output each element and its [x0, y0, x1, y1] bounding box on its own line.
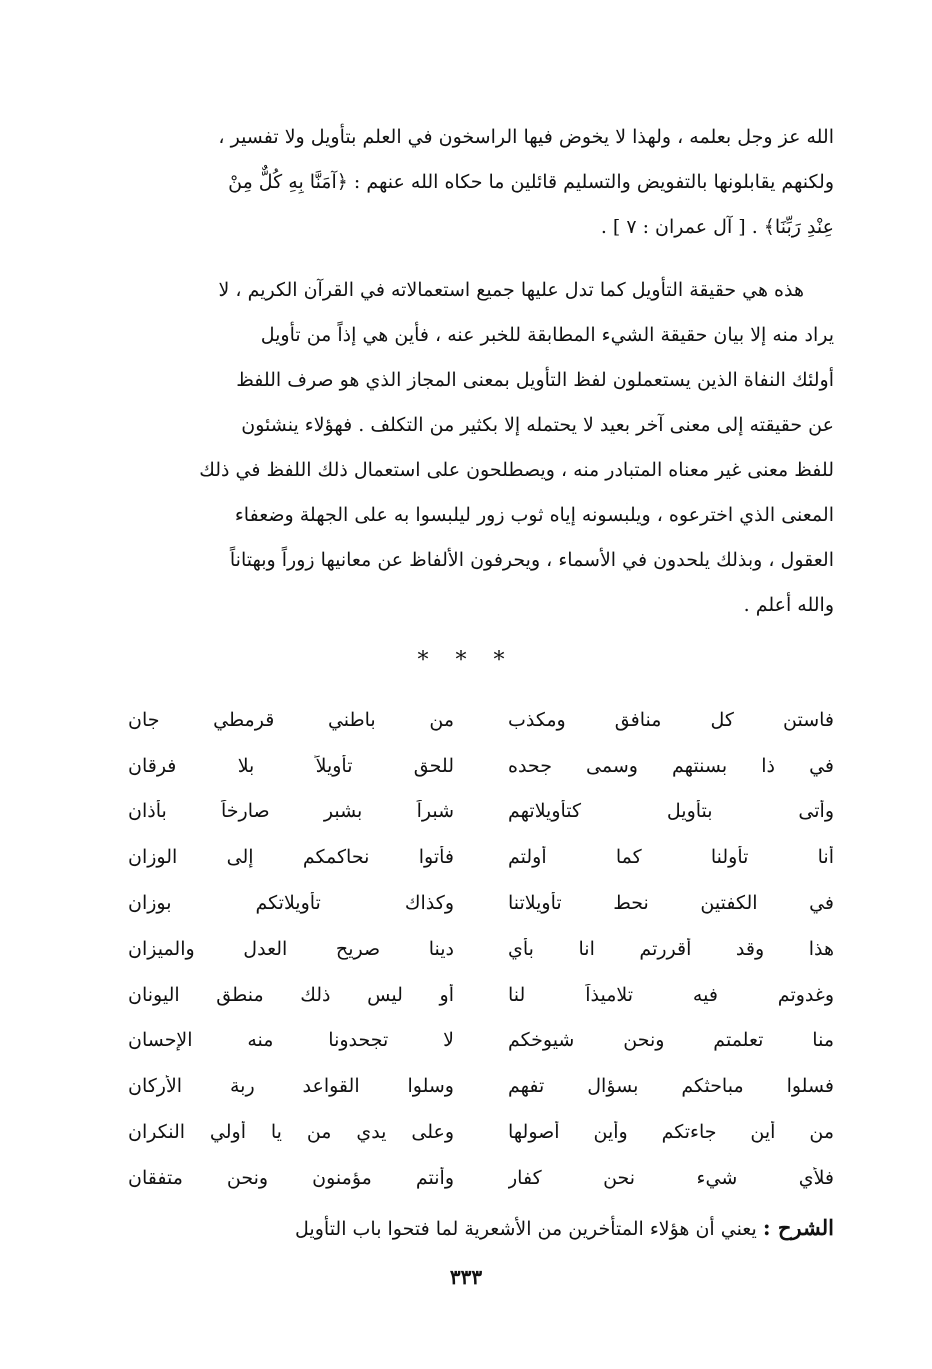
verse-first-hemistich: في ذا بسنتهم وسمى جحده [508, 754, 834, 777]
verse-first-hemistich: من أين جاءتكم وأين أصولها [508, 1121, 834, 1144]
verse-first-hemistich: في الكفتين نحط تأويلاتنا [508, 892, 834, 915]
paragraph-1-line-1: الله عز وجل بعلمه ، ولهذا لا يخوض فيها الراسخون في العلم بتأويل ولا تفسير ، [218, 126, 834, 148]
verse-first-hemistich: فسلوا مباحثكم بسؤال تفهم [508, 1075, 834, 1098]
poem-verse [128, 1109, 834, 1155]
poem-verse [128, 697, 834, 743]
verse-second-hemistich: فأتوا نحاكمكم إلى الوزان [128, 846, 454, 869]
verse-first-hemistich: هذا وقد أقررتم انا بأي [508, 937, 834, 960]
verse-second-hemistich: أو ليس ذلك منطق اليونان [128, 983, 454, 1006]
paragraph-2-line-1: هذه هي حقيقة التأويل كما تدل عليها جميع استعمالاته في القرآن الكريم ، لا [218, 279, 804, 301]
verse-first-hemistich: وغدوتم فيه تلاميذاً لنا [508, 983, 834, 1006]
paragraph-2-line-6: المعنى الذي اخترعوه ، ويلبسونه إياه ثوب زور ليلبسوا به على الجهلة وضعفاء [234, 504, 834, 526]
poem-verse [128, 834, 834, 880]
verse-second-hemistich: وكذاك تأويلاتكم بوزان [128, 892, 454, 915]
poem-verse [128, 880, 834, 926]
commentary-text: يعني أن هؤلاء المتأخرين من الأشعرية لما فتحوا باب التأويل [295, 1218, 763, 1240]
commentary [128, 1205, 834, 1252]
poem-verse [128, 972, 834, 1018]
verse-first-hemistich: فاستن كل منافق ومكذب [508, 708, 834, 731]
page-number: ٣٣٣ [449, 1265, 483, 1289]
paragraph-2-line-5: للفظ معنى غير معناه المتبادر منه ، ويصطلحون على استعمال ذلك اللفظ في ذلك [199, 459, 834, 481]
verse-second-hemistich: للحق تأويلاً بلا فرقان [128, 754, 454, 777]
commentary-label: الشرح : [762, 1215, 834, 1240]
paragraph-2 [128, 268, 834, 628]
paragraph-1 [128, 115, 834, 250]
verse-second-hemistich: لا تجحدونا منه الإحسان [128, 1029, 454, 1052]
paragraph-2-line-7: العقول ، وبذلك يلحدون في الأسماء ، ويحرفون الألفاظ عن معانيها زوراً وبهتاناً [229, 549, 834, 571]
poem-verse [128, 743, 834, 789]
verse-first-hemistich: فلأي شيء نحن كفار [508, 1166, 834, 1189]
poem [128, 697, 834, 1201]
verse-second-hemistich: دينا صريح العدل والميزان [128, 937, 454, 960]
paragraph-2-line-2: يراد منه إلا بيان حقيقة الشيء المطابقة للخبر عنه ، فأين هي إذاً من تأويل [260, 324, 834, 346]
poem-verse [128, 789, 834, 835]
poem-verse [128, 1063, 834, 1109]
poem-verse [128, 1018, 834, 1064]
poem-verse [128, 926, 834, 972]
paragraph-2-line-3: أولئك النفاة الذين يستعملون لفظ التأويل بمعنى المجاز الذي هو صرف اللفظ [236, 369, 834, 391]
paragraph-1-line-3: عِنْدِ رَبِّنَا﴾ . [ آل عمران : ٧ ] . [600, 216, 834, 238]
verse-first-hemistich: منا تعلمتم ونحن شيوخكم [508, 1029, 834, 1052]
poem-verse [128, 1155, 834, 1201]
verse-second-hemistich: وسلوا القواعد ربة الأركان [128, 1075, 454, 1098]
verse-second-hemistich: وأنتم مؤمنون ونحن متفقان [128, 1166, 454, 1189]
verse-second-hemistich: من باطني قرمطي جان [128, 708, 454, 731]
paragraph-2-line-8: والله أعلم . [743, 594, 834, 616]
section-separator: * * * [417, 648, 515, 673]
paragraph-1-line-2: ولكنهم يقابلونها بالتفويض والتسليم قائلين ما حكاه الله عنهم : ﴿آمَنَّا بِهِ كُلٌّ مِنْ [228, 171, 834, 193]
verse-second-hemistich: شبراً بشبر صارخاً بأذان [128, 800, 454, 823]
paragraph-2-line-4: عن حقيقته إلى معنى آخر بعيد لا يحتمله إلا بكثير من التكلف . فهؤلاء ينشئون [241, 414, 834, 436]
verse-first-hemistich: وأتى بتأويل كتأويلاتهم [508, 800, 834, 823]
verse-first-hemistich: أنا تأولنا كما أولتم [508, 846, 834, 869]
verse-second-hemistich: وعلى يدي من يا أولي النكران [128, 1121, 454, 1144]
